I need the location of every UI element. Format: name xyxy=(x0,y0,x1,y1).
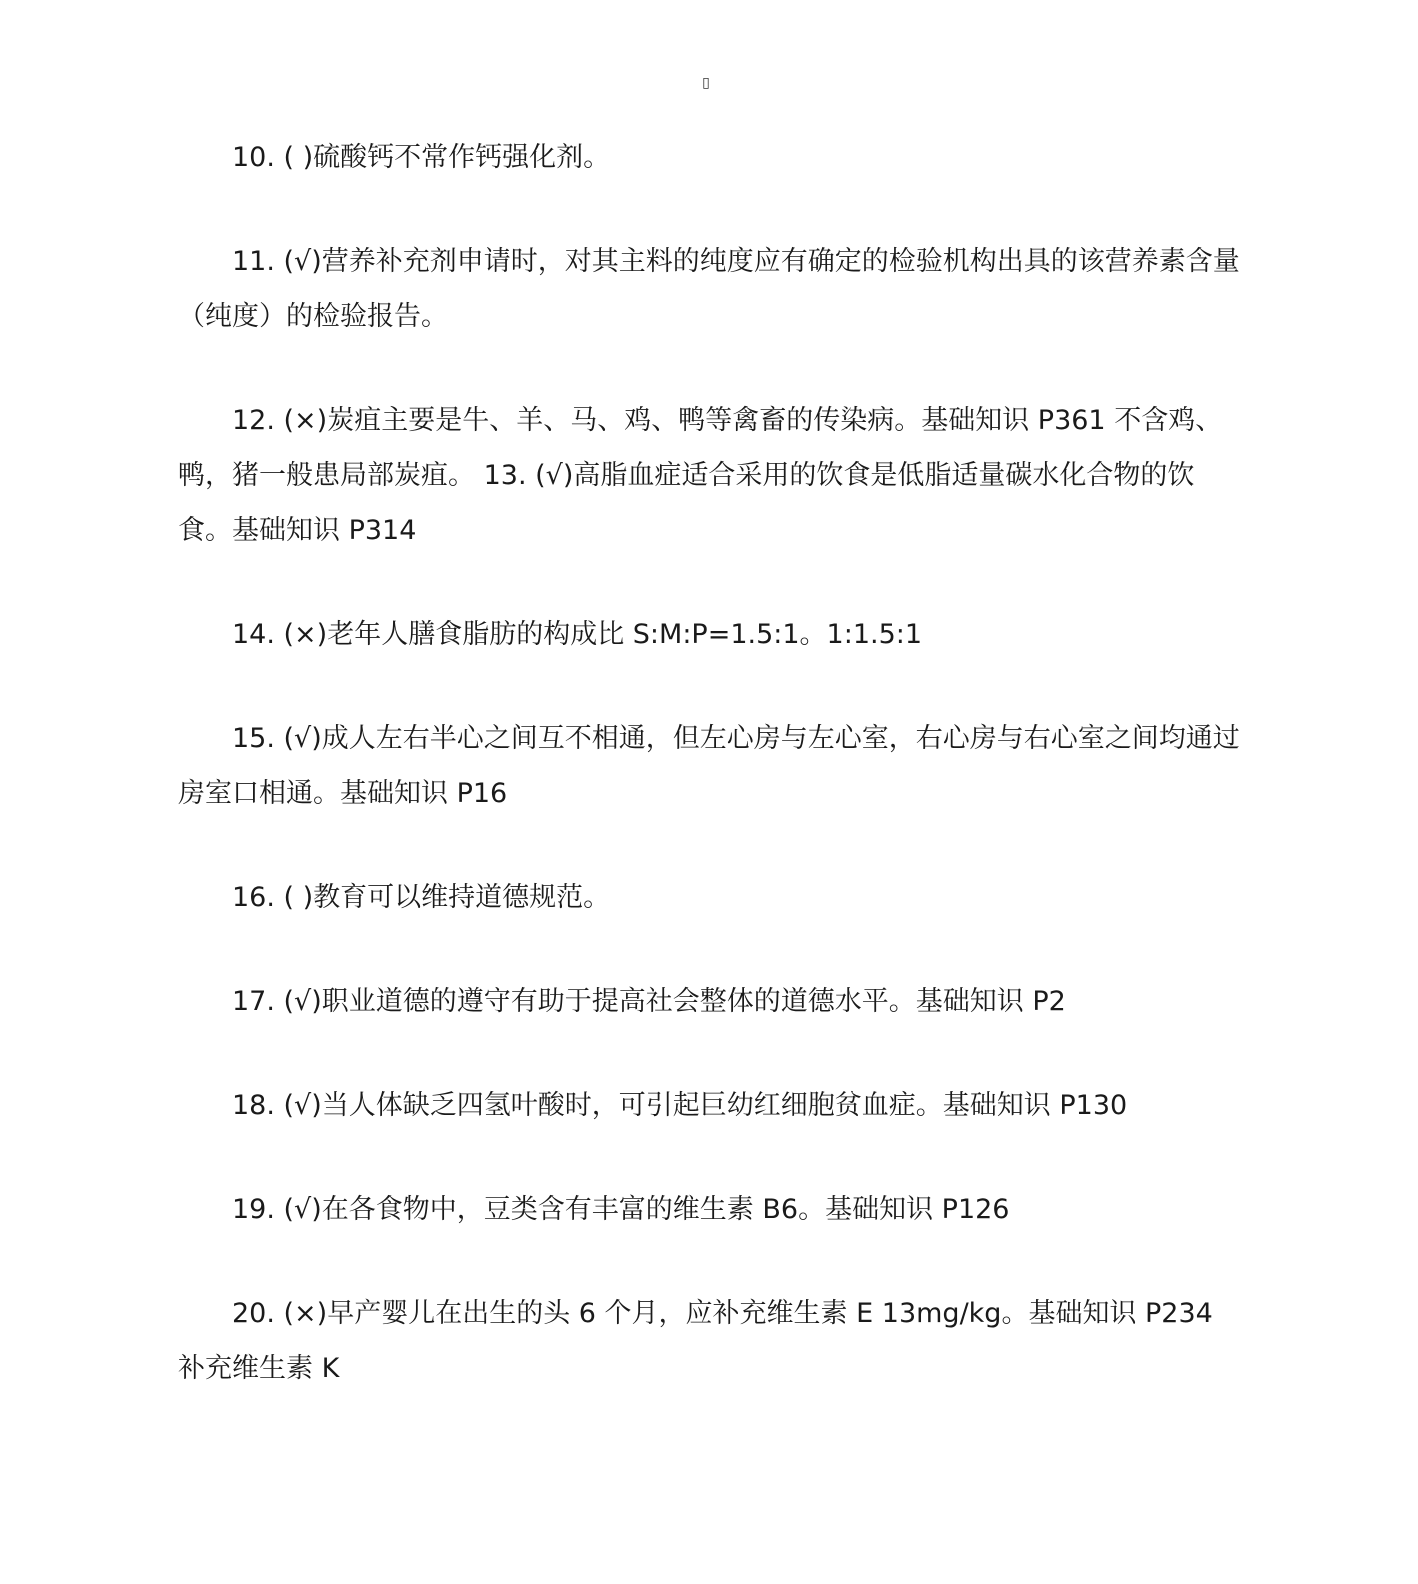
question-11: 11. (√)营养补充剂申请时，对其主料的纯度应有确定的检验机构出具的该营养素含量（纯度）的检验报告。 xyxy=(178,246,1240,332)
question-19: 19. (√)在各食物中，豆类含有丰富的维生素 B6。基础知识 P126 xyxy=(232,1194,1010,1225)
question-14: 14. (×)老年人膳食脂肪的构成比 S:M:P=1.5:1。1:1.5:1 xyxy=(232,619,923,650)
question-17: 17. (√)职业道德的遵守有助于提高社会整体的道德水平。基础知识 P2 xyxy=(232,986,1066,1017)
question-16: 16. ( )教育可以维持道德规范。 xyxy=(232,882,611,913)
document-body xyxy=(178,130,1248,1445)
question-18: 18. (√)当人体缺乏四氢叶酸时，可引起巨幼红细胞贫血症。基础知识 P130 xyxy=(232,1090,1128,1121)
header-placeholder-glyph: ▯ xyxy=(702,75,710,91)
question-12-13: 12. (×)炭疽主要是牛、羊、马、鸡、鸭等禽畜的传染病。基础知识 P361 不含鸡、鸭，猪一般患局部炭疽。 13. (√)高脂血症适合采用的饮食是低脂适量碳水化合物的饮食。基础知识 P314 xyxy=(178,405,1223,546)
question-10: 10. ( )硫酸钙不常作钙强化剂。 xyxy=(232,142,611,173)
question-20: 20. (×)早产婴儿在出生的头 6 个月，应补充维生素 E 13mg/kg。基础知识 P234 补充维生素 K xyxy=(178,1298,1213,1384)
question-15: 15. (√)成人左右半心之间互不相通，但左心房与左心室，右心房与右心室之间均通过房室口相通。基础知识 P16 xyxy=(178,723,1240,809)
